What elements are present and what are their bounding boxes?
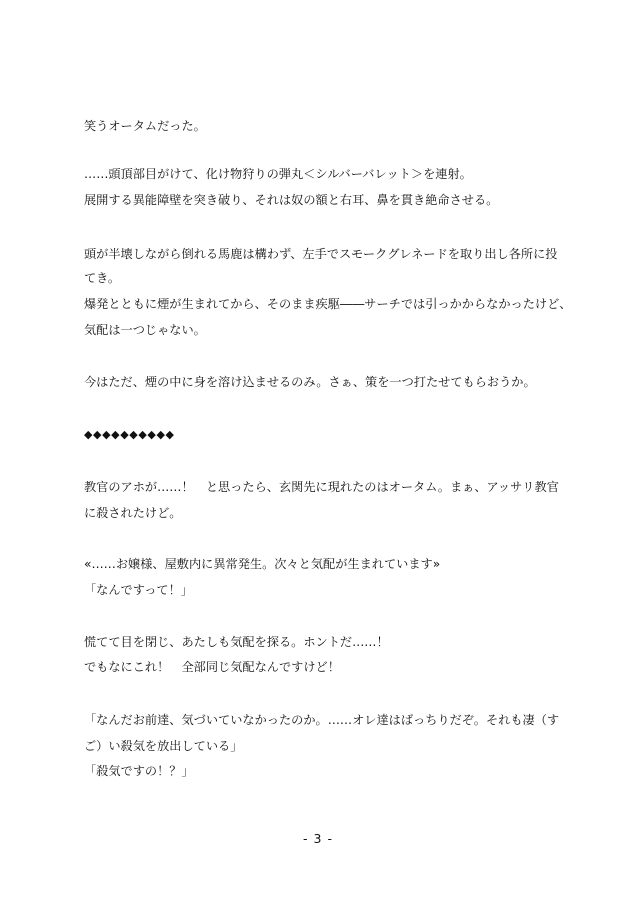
text-line: «……お嬢様、屋敷内に異常発生。次々と気配が生まれています» [84, 557, 441, 571]
text-line: 今はただ、煙の中に身を溶け込ませるのみ。さぁ、策を一つ打たせてもらおうか。 [84, 375, 536, 389]
text-line: 「なんですって！」 [84, 583, 193, 597]
text-line: 「なんだお前達、気づいていなかったのか。……オレ達はばっちりだぞ。それも凄（す [84, 713, 560, 727]
text-line: 気配は一つじゃない。 [84, 323, 206, 337]
text-line: 笑うオータムだった。 [84, 119, 206, 133]
text-line: ……頭頂部目がけて、化け物狩りの弾丸＜シルバーバレット＞を連射。 [84, 167, 472, 181]
text-line: 展開する異能障壁を突き破り、それは奴の額と右耳、鼻を貫き絶命させる。 [84, 193, 499, 207]
text-line: でもなにこれ！ 全部同じ気配なんですけど！ [84, 660, 340, 674]
text-line: 教官のアホが……！ と思ったら、玄関先に現れたのはオータム。まぁ、アッサリ教官 [84, 480, 559, 494]
text-line: ご）い殺気を放出している」 [84, 739, 243, 753]
text-line: 「殺気ですの！？」 [84, 764, 194, 778]
text-line: てき。 [84, 271, 121, 285]
text-line: 頭が半壊しながら倒れる馬鹿は構わず、左手でスモークグレネードを取り出し各所に投 [84, 247, 558, 261]
text-line: 慌てて目を閉じ、あたしも気配を探る。ホントだ……！ [84, 635, 389, 649]
text-line: に殺されたけど。 [84, 506, 182, 520]
section-divider: ◆◆◆◆◆◆◆◆◆◆ [84, 428, 175, 441]
text-line: 爆発とともに煙が生まれてから、そのまま疾駆――サーチでは引っかからなかったけど、 [84, 297, 572, 311]
page-number: - 3 - [303, 831, 333, 846]
